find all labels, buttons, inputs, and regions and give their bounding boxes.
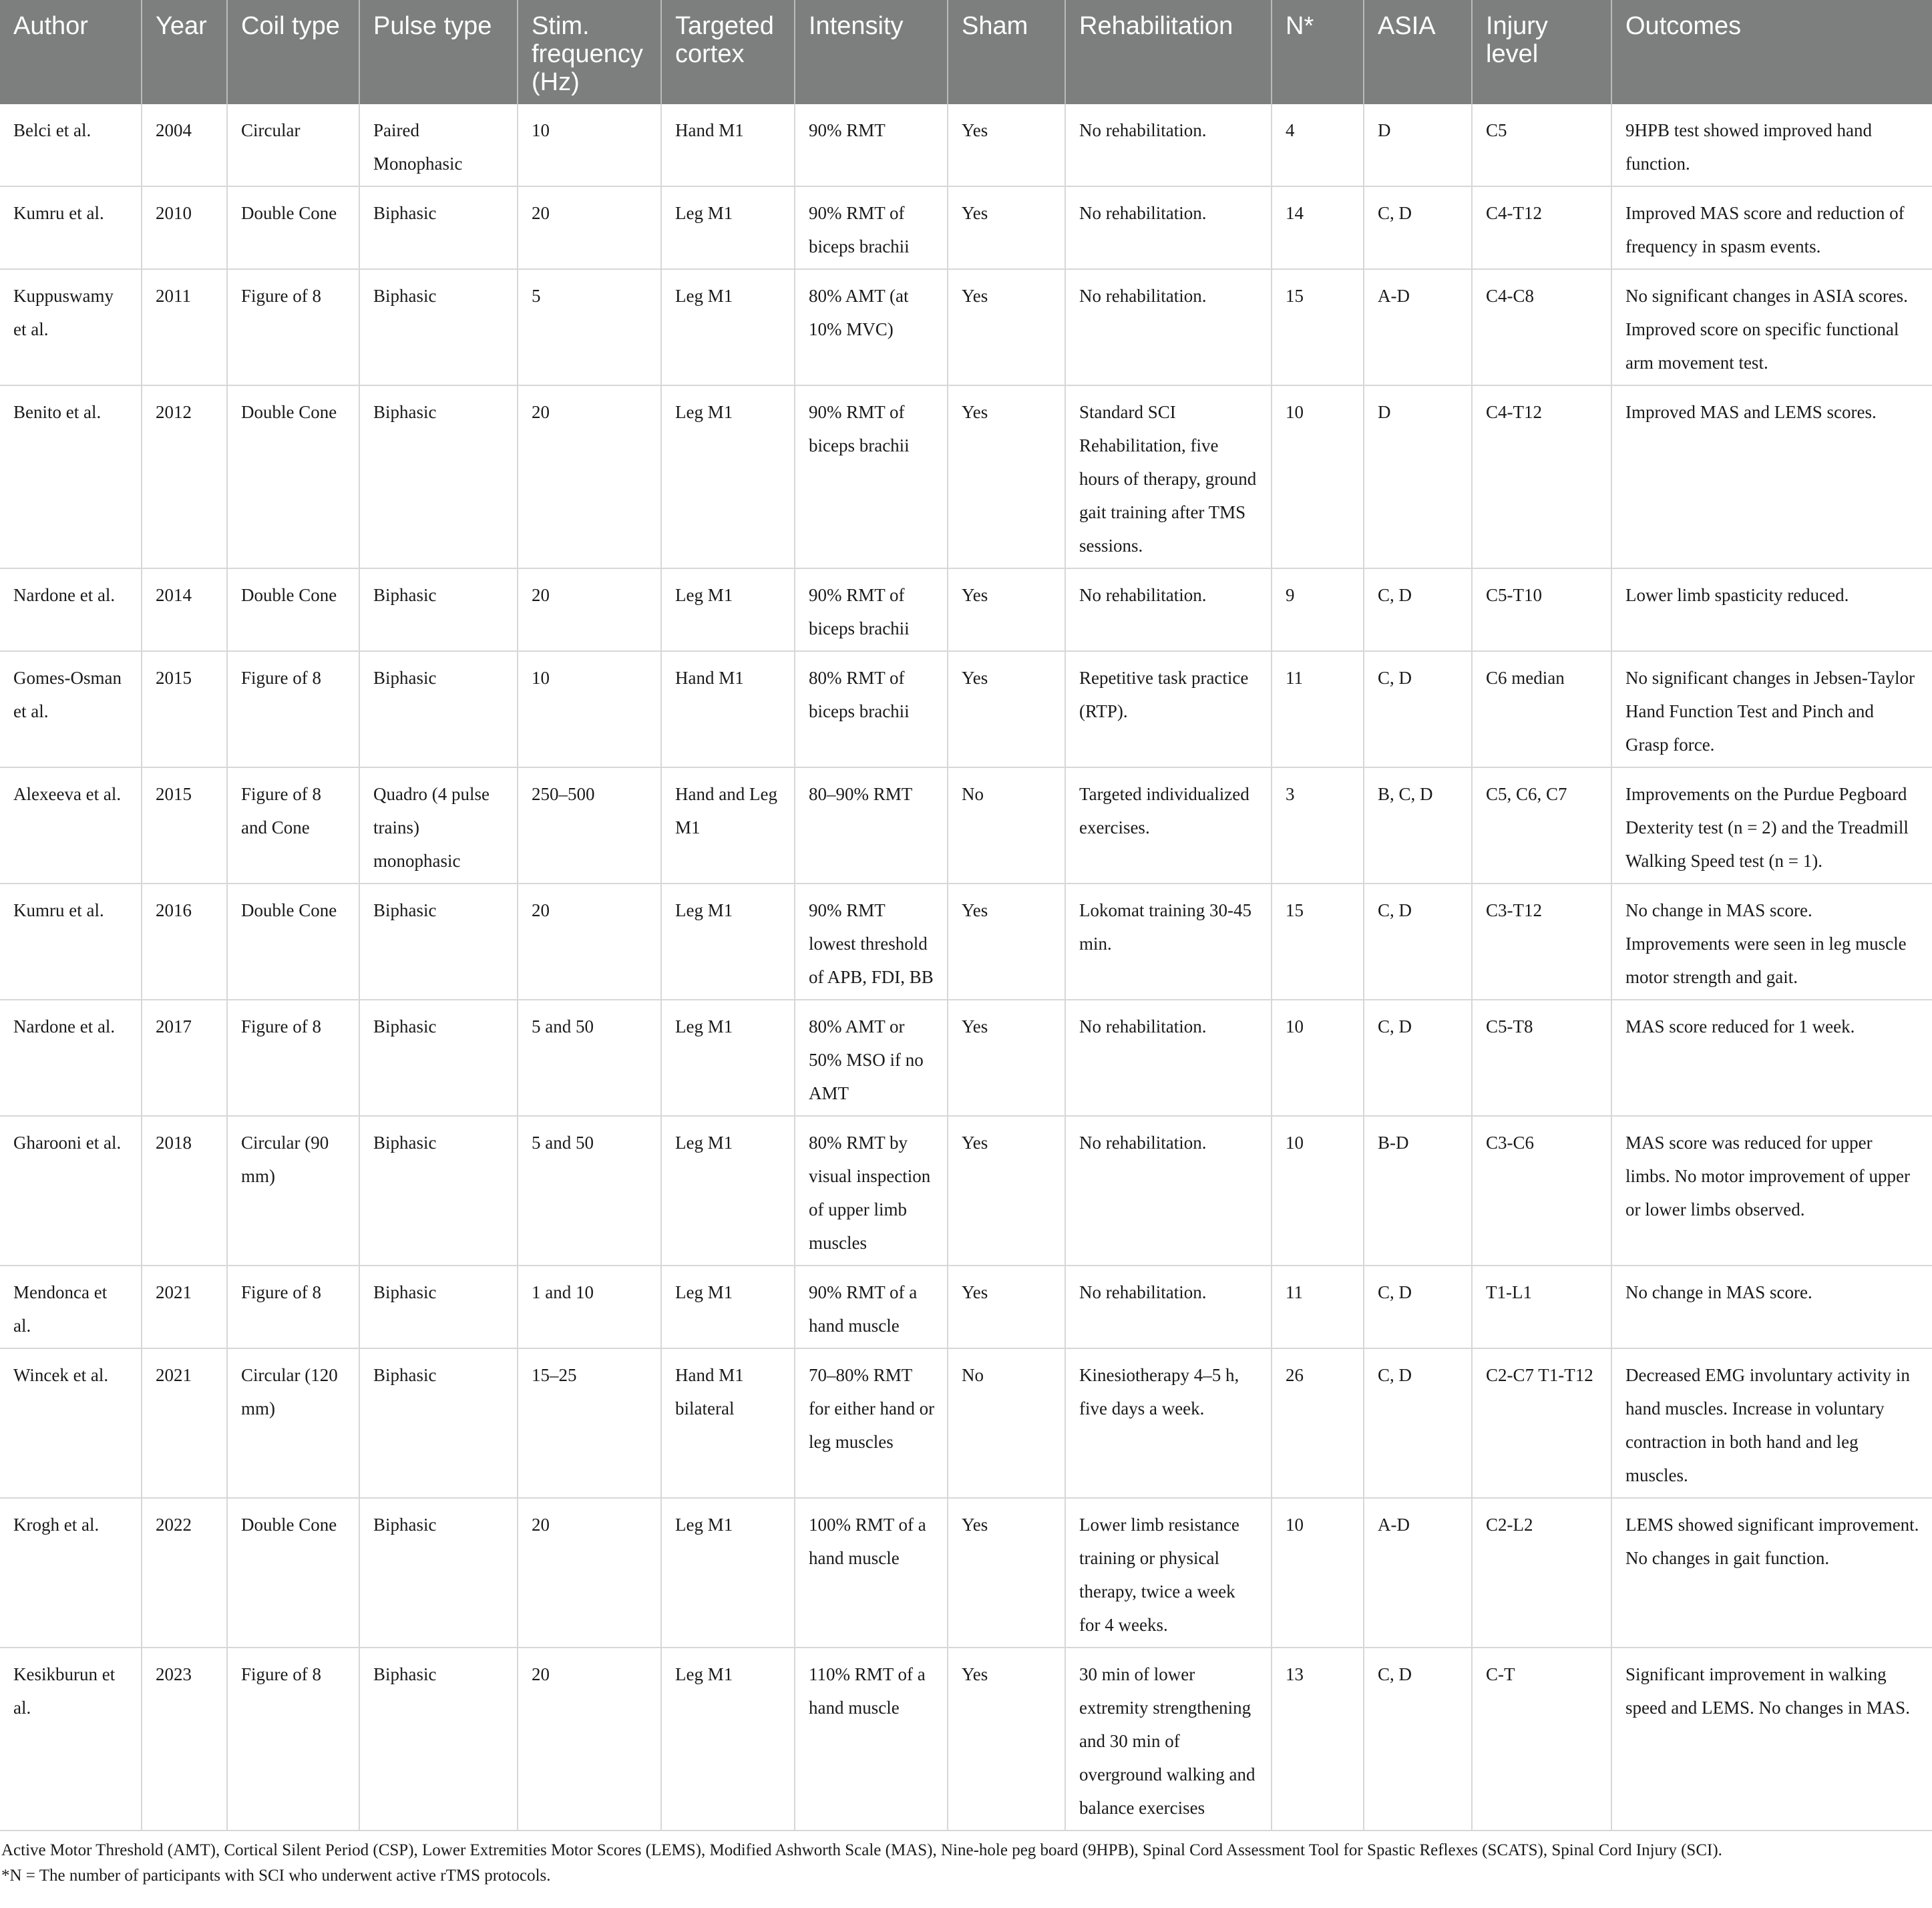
column-header-coil-type: Coil type [227, 0, 359, 104]
cell-year: 2021 [142, 1348, 227, 1498]
cell-stim-frequency: 250–500 [518, 767, 661, 884]
cell-year: 2023 [142, 1648, 227, 1831]
cell-year: 2010 [142, 186, 227, 269]
cell-targeted-cortex: Leg M1 [661, 186, 795, 269]
cell-rehabilitation: No rehabilitation. [1065, 104, 1272, 186]
cell-asia: D [1364, 385, 1472, 568]
cell-coil-type: Double Cone [227, 385, 359, 568]
cell-n: 4 [1272, 104, 1364, 186]
cell-rehabilitation: No rehabilitation. [1065, 1266, 1272, 1348]
cell-n: 15 [1272, 884, 1364, 1000]
cell-author: Kumru et al. [0, 186, 142, 269]
cell-injury-level: C5, C6, C7 [1472, 767, 1611, 884]
cell-pulse-type: Biphasic [359, 884, 518, 1000]
cell-targeted-cortex: Leg M1 [661, 1498, 795, 1648]
cell-n: 26 [1272, 1348, 1364, 1498]
cell-injury-level: C5-T8 [1472, 1000, 1611, 1116]
cell-coil-type: Figure of 8 [227, 1000, 359, 1116]
table-row [0, 1348, 1932, 1498]
cell-asia: C, D [1364, 1348, 1472, 1498]
cell-author: Krogh et al. [0, 1498, 142, 1648]
cell-intensity: 90% RMT of biceps brachii [795, 568, 948, 651]
cell-year: 2011 [142, 269, 227, 385]
header-row [0, 0, 1932, 104]
cell-intensity: 90% RMT of biceps brachii [795, 385, 948, 568]
cell-outcomes: No significant changes in Jebsen-Taylor Hand Function Test and Pinch and Grasp force. [1611, 651, 1932, 767]
cell-year: 2022 [142, 1498, 227, 1648]
column-header-asia: ASIA [1364, 0, 1472, 104]
cell-asia: C, D [1364, 1266, 1472, 1348]
cell-pulse-type: Paired Monophasic [359, 104, 518, 186]
cell-n: 3 [1272, 767, 1364, 884]
cell-outcomes: Improvements on the Purdue Pegboard Dexterity test (n = 2) and the Treadmill Walking Speed test (n = 1). [1611, 767, 1932, 884]
cell-intensity: 90% RMT lowest threshold of APB, FDI, BB [795, 884, 948, 1000]
cell-asia: A-D [1364, 1498, 1472, 1648]
cell-n: 11 [1272, 651, 1364, 767]
cell-pulse-type: Biphasic [359, 186, 518, 269]
cell-outcomes: LEMS showed significant improvement. No changes in gait function. [1611, 1498, 1932, 1648]
cell-rehabilitation: No rehabilitation. [1065, 1116, 1272, 1266]
cell-author: Mendonca et al. [0, 1266, 142, 1348]
cell-author: Kuppuswamy et al. [0, 269, 142, 385]
cell-sham: Yes [948, 884, 1065, 1000]
cell-stim-frequency: 1 and 10 [518, 1266, 661, 1348]
table-row [0, 651, 1932, 767]
cell-n: 10 [1272, 1498, 1364, 1648]
column-header-stim-frequency: Stim. frequency (Hz) [518, 0, 661, 104]
cell-stim-frequency: 5 [518, 269, 661, 385]
table-row [0, 385, 1932, 568]
cell-author: Benito et al. [0, 385, 142, 568]
cell-sham: Yes [948, 104, 1065, 186]
cell-sham: Yes [948, 1498, 1065, 1648]
cell-pulse-type: Biphasic [359, 1116, 518, 1266]
cell-stim-frequency: 20 [518, 1648, 661, 1831]
cell-coil-type: Circular [227, 104, 359, 186]
cell-rehabilitation: Repetitive task practice (RTP). [1065, 651, 1272, 767]
table-row [0, 1498, 1932, 1648]
cell-year: 2015 [142, 651, 227, 767]
column-header-injury-level: Injury level [1472, 0, 1611, 104]
cell-outcomes: Improved MAS score and reduction of frequency in spasm events. [1611, 186, 1932, 269]
cell-author: Gharooni et al. [0, 1116, 142, 1266]
cell-injury-level: C5-T10 [1472, 568, 1611, 651]
cell-sham: Yes [948, 385, 1065, 568]
cell-asia: B, C, D [1364, 767, 1472, 884]
cell-stim-frequency: 20 [518, 186, 661, 269]
cell-pulse-type: Biphasic [359, 1498, 518, 1648]
cell-n: 13 [1272, 1648, 1364, 1831]
cell-rehabilitation: No rehabilitation. [1065, 186, 1272, 269]
cell-outcomes: No change in MAS score. [1611, 1266, 1932, 1348]
cell-targeted-cortex: Hand M1 [661, 104, 795, 186]
cell-rehabilitation: Targeted individualized exercises. [1065, 767, 1272, 884]
table-row [0, 884, 1932, 1000]
cell-pulse-type: Biphasic [359, 269, 518, 385]
cell-stim-frequency: 10 [518, 104, 661, 186]
cell-injury-level: C3-C6 [1472, 1116, 1611, 1266]
cell-coil-type: Figure of 8 [227, 1648, 359, 1831]
cell-rehabilitation: Standard SCI Rehabilitation, five hours of therapy, ground gait training after TMS sessions. [1065, 385, 1272, 568]
cell-rehabilitation: No rehabilitation. [1065, 269, 1272, 385]
cell-injury-level: C5 [1472, 104, 1611, 186]
column-header-author: Author [0, 0, 142, 104]
cell-coil-type: Figure of 8 [227, 1266, 359, 1348]
table-row [0, 767, 1932, 884]
cell-coil-type: Double Cone [227, 186, 359, 269]
cell-intensity: 80% AMT (at 10% MVC) [795, 269, 948, 385]
cell-intensity: 90% RMT [795, 104, 948, 186]
cell-year: 2016 [142, 884, 227, 1000]
cell-outcomes: Lower limb spasticity reduced. [1611, 568, 1932, 651]
table-row [0, 186, 1932, 269]
cell-asia: C, D [1364, 1648, 1472, 1831]
column-header-pulse-type: Pulse type [359, 0, 518, 104]
cell-stim-frequency: 20 [518, 385, 661, 568]
cell-stim-frequency: 20 [518, 1498, 661, 1648]
cell-rehabilitation: Lower limb resistance training or physical therapy, twice a week for 4 weeks. [1065, 1498, 1272, 1648]
cell-asia: B-D [1364, 1116, 1472, 1266]
cell-year: 2004 [142, 104, 227, 186]
cell-sham: Yes [948, 186, 1065, 269]
cell-outcomes: Improved MAS and LEMS scores. [1611, 385, 1932, 568]
cell-targeted-cortex: Hand M1 [661, 651, 795, 767]
table-footnotes [0, 1838, 1932, 1889]
cell-coil-type: Double Cone [227, 568, 359, 651]
cell-n: 15 [1272, 269, 1364, 385]
cell-outcomes: MAS score was reduced for upper limbs. No motor improvement of upper or lower limbs observed. [1611, 1116, 1932, 1266]
cell-coil-type: Circular (120 mm) [227, 1348, 359, 1498]
cell-coil-type: Figure of 8 [227, 269, 359, 385]
cell-coil-type: Double Cone [227, 1498, 359, 1648]
column-header-intensity: Intensity [795, 0, 948, 104]
cell-year: 2018 [142, 1116, 227, 1266]
cell-stim-frequency: 20 [518, 884, 661, 1000]
cell-pulse-type: Quadro (4 pulse trains) monophasic [359, 767, 518, 884]
cell-year: 2017 [142, 1000, 227, 1116]
cell-targeted-cortex: Leg M1 [661, 1266, 795, 1348]
cell-pulse-type: Biphasic [359, 568, 518, 651]
cell-injury-level: T1-L1 [1472, 1266, 1611, 1348]
cell-sham: No [948, 767, 1065, 884]
cell-stim-frequency: 20 [518, 568, 661, 651]
cell-outcomes: Significant improvement in walking speed and LEMS. No changes in MAS. [1611, 1648, 1932, 1831]
column-header-rehabilitation: Rehabilitation [1065, 0, 1272, 104]
table-row [0, 568, 1932, 651]
cell-injury-level: C-T [1472, 1648, 1611, 1831]
cell-sham: No [948, 1348, 1065, 1498]
cell-intensity: 80% RMT of biceps brachii [795, 651, 948, 767]
cell-coil-type: Double Cone [227, 884, 359, 1000]
cell-targeted-cortex: Leg M1 [661, 884, 795, 1000]
cell-rehabilitation: No rehabilitation. [1065, 1000, 1272, 1116]
cell-targeted-cortex: Leg M1 [661, 1000, 795, 1116]
cell-asia: C, D [1364, 186, 1472, 269]
cell-asia: C, D [1364, 568, 1472, 651]
cell-outcomes: MAS score reduced for 1 week. [1611, 1000, 1932, 1116]
cell-pulse-type: Biphasic [359, 1648, 518, 1831]
cell-pulse-type: Biphasic [359, 1348, 518, 1498]
cell-author: Kesikburun et al. [0, 1648, 142, 1831]
cell-targeted-cortex: Hand and Leg M1 [661, 767, 795, 884]
n-footnote: *N = The number of participants with SCI who underwent active rTMS protocols. [1, 1867, 551, 1885]
cell-injury-level: C2-C7 T1-T12 [1472, 1348, 1611, 1498]
cell-stim-frequency: 5 and 50 [518, 1000, 661, 1116]
cell-targeted-cortex: Leg M1 [661, 1648, 795, 1831]
table-row [0, 104, 1932, 186]
cell-outcomes: No significant changes in ASIA scores. Improved score on specific functional arm movement test. [1611, 269, 1932, 385]
cell-targeted-cortex: Leg M1 [661, 385, 795, 568]
cell-stim-frequency: 15–25 [518, 1348, 661, 1498]
cell-injury-level: C4-C8 [1472, 269, 1611, 385]
cell-sham: Yes [948, 568, 1065, 651]
cell-year: 2021 [142, 1266, 227, 1348]
column-header-n: N* [1272, 0, 1364, 104]
cell-author: Belci et al. [0, 104, 142, 186]
abbreviations-note: Active Motor Threshold (AMT), Cortical Silent Period (CSP), Lower Extremities Motor Scores (LEMS), Modified Ashworth Scale (MAS), Nine-hole peg board (9HPB), Spinal Cord Assessment Tool for Spastic Reflexes (SCATS), Spinal Cord Injury (SCI). [1, 1841, 1722, 1859]
cell-injury-level: C4-T12 [1472, 385, 1611, 568]
cell-pulse-type: Biphasic [359, 1266, 518, 1348]
table-body [0, 104, 1932, 1831]
cell-intensity: 70–80% RMT for either hand or leg muscles [795, 1348, 948, 1498]
cell-stim-frequency: 10 [518, 651, 661, 767]
cell-pulse-type: Biphasic [359, 1000, 518, 1116]
cell-author: Nardone et al. [0, 568, 142, 651]
cell-targeted-cortex: Leg M1 [661, 568, 795, 651]
cell-author: Nardone et al. [0, 1000, 142, 1116]
cell-author: Kumru et al. [0, 884, 142, 1000]
cell-asia: D [1364, 104, 1472, 186]
cell-rehabilitation: Kinesiotherapy 4–5 h, five days a week. [1065, 1348, 1272, 1498]
cell-asia: C, D [1364, 884, 1472, 1000]
cell-n: 11 [1272, 1266, 1364, 1348]
cell-outcomes: 9HPB test showed improved hand function. [1611, 104, 1932, 186]
cell-author: Wincek et al. [0, 1348, 142, 1498]
cell-sham: Yes [948, 269, 1065, 385]
cell-coil-type: Figure of 8 [227, 651, 359, 767]
cell-sham: Yes [948, 651, 1065, 767]
column-header-outcomes: Outcomes [1611, 0, 1932, 104]
cell-injury-level: C4-T12 [1472, 186, 1611, 269]
column-header-sham: Sham [948, 0, 1065, 104]
cell-rehabilitation: No rehabilitation. [1065, 568, 1272, 651]
cell-asia: C, D [1364, 651, 1472, 767]
cell-intensity: 110% RMT of a hand muscle [795, 1648, 948, 1831]
cell-pulse-type: Biphasic [359, 651, 518, 767]
cell-injury-level: C6 median [1472, 651, 1611, 767]
table-row [0, 1648, 1932, 1831]
cell-rehabilitation: 30 min of lower extremity strengthening and 30 min of overground walking and balance exercises [1065, 1648, 1272, 1831]
cell-n: 14 [1272, 186, 1364, 269]
cell-author: Gomes-Osman et al. [0, 651, 142, 767]
table-row [0, 1000, 1932, 1116]
cell-pulse-type: Biphasic [359, 385, 518, 568]
cell-author: Alexeeva et al. [0, 767, 142, 884]
cell-stim-frequency: 5 and 50 [518, 1116, 661, 1266]
cell-year: 2014 [142, 568, 227, 651]
cell-intensity: 100% RMT of a hand muscle [795, 1498, 948, 1648]
cell-n: 9 [1272, 568, 1364, 651]
cell-sham: Yes [948, 1116, 1065, 1266]
cell-intensity: 80% AMT or 50% MSO if no AMT [795, 1000, 948, 1116]
cell-coil-type: Circular (90 mm) [227, 1116, 359, 1266]
cell-coil-type: Figure of 8 and Cone [227, 767, 359, 884]
cell-sham: Yes [948, 1266, 1065, 1348]
cell-outcomes: Decreased EMG involuntary activity in hand muscles. Increase in voluntary contraction in both hand and leg muscles. [1611, 1348, 1932, 1498]
cell-targeted-cortex: Leg M1 [661, 269, 795, 385]
cell-rehabilitation: Lokomat training 30-45 min. [1065, 884, 1272, 1000]
cell-sham: Yes [948, 1000, 1065, 1116]
cell-asia: C, D [1364, 1000, 1472, 1116]
column-header-year: Year [142, 0, 227, 104]
table-row [0, 1116, 1932, 1266]
column-header-targeted-cortex: Targeted cortex [661, 0, 795, 104]
table-header [0, 0, 1932, 104]
cell-intensity: 80% RMT by visual inspection of upper limb muscles [795, 1116, 948, 1266]
cell-year: 2012 [142, 385, 227, 568]
cell-intensity: 90% RMT of a hand muscle [795, 1266, 948, 1348]
cell-n: 10 [1272, 385, 1364, 568]
cell-outcomes: No change in MAS score. Improvements were seen in leg muscle motor strength and gait. [1611, 884, 1932, 1000]
cell-n: 10 [1272, 1000, 1364, 1116]
cell-injury-level: C3-T12 [1472, 884, 1611, 1000]
table-row [0, 269, 1932, 385]
cell-year: 2015 [142, 767, 227, 884]
cell-sham: Yes [948, 1648, 1065, 1831]
cell-n: 10 [1272, 1116, 1364, 1266]
cell-intensity: 80–90% RMT [795, 767, 948, 884]
cell-injury-level: C2-L2 [1472, 1498, 1611, 1648]
cell-targeted-cortex: Leg M1 [661, 1116, 795, 1266]
cell-intensity: 90% RMT of biceps brachii [795, 186, 948, 269]
table-row [0, 1266, 1932, 1348]
cell-targeted-cortex: Hand M1 bilateral [661, 1348, 795, 1498]
cell-asia: A-D [1364, 269, 1472, 385]
